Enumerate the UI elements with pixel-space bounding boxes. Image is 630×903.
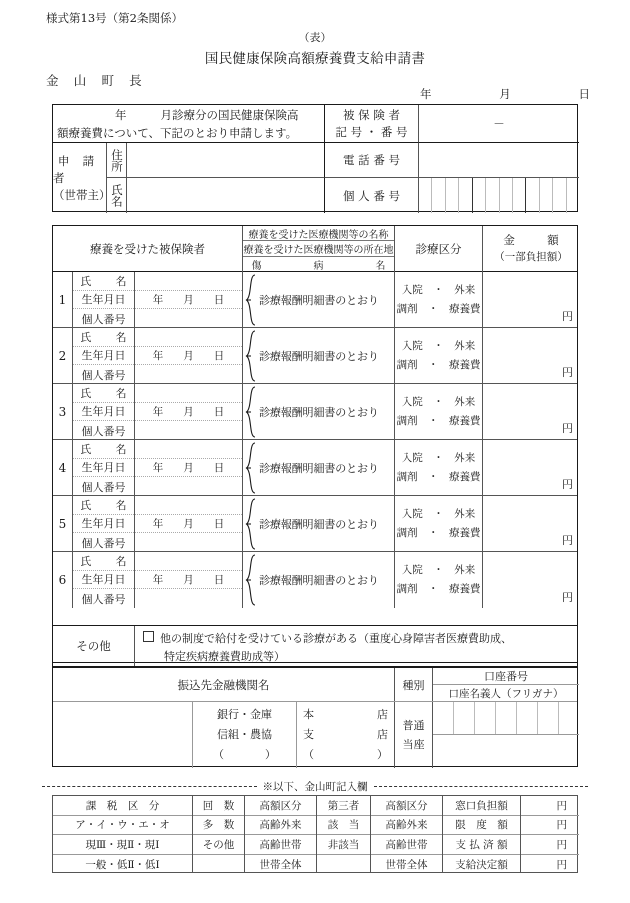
office-col-header: 課 税 区 分 bbox=[53, 796, 192, 816]
row-institution-cell bbox=[243, 272, 395, 327]
date-day-label: 日 bbox=[578, 87, 590, 101]
table-row bbox=[53, 552, 577, 608]
row-field-labels bbox=[73, 272, 135, 327]
brace-note: 診療報酬明細書のとおり bbox=[259, 574, 379, 587]
brace-note: 診療報酬明細書のとおり bbox=[259, 461, 379, 475]
label-name: 氏 名 bbox=[73, 496, 134, 515]
other-line2: 特定疾病療養費助成等） bbox=[164, 650, 285, 663]
mynumber-cell[interactable] bbox=[539, 178, 552, 213]
table-row bbox=[53, 496, 577, 552]
applicant-label-line2: （世帯主） bbox=[53, 187, 111, 202]
branch-honten-b: 店 bbox=[377, 708, 388, 721]
treatment-year-label: 年 bbox=[115, 108, 127, 122]
other-label: その他 bbox=[53, 626, 135, 666]
table-row bbox=[53, 384, 577, 440]
office-col-header: 高額区分 bbox=[245, 796, 316, 816]
category-line2: 調剤 ・ 療養費 bbox=[396, 583, 481, 595]
row-institution-cell bbox=[243, 328, 395, 383]
applicant-label-line1: 申 請 者 bbox=[53, 153, 99, 185]
name-label-text: 氏名 bbox=[110, 184, 124, 207]
category-line1: 入院 ・ 外来 bbox=[401, 339, 476, 352]
office-col-high-cost-category-1 bbox=[245, 796, 317, 872]
birth-year-label: 年 bbox=[152, 349, 164, 362]
bank-name-header: 振込先金融機関名 bbox=[53, 668, 395, 701]
label-mynumber: 個人番号 bbox=[81, 592, 126, 606]
col-header-insured: 療養を受けた被保険者 bbox=[53, 226, 243, 272]
category-line2: 調剤 ・ 療養費 bbox=[396, 470, 481, 483]
mynumber-cell[interactable] bbox=[526, 178, 538, 213]
address-input[interactable] bbox=[127, 143, 325, 178]
row-number: 2 bbox=[53, 328, 73, 383]
office-col-high-cost-category-2 bbox=[371, 796, 443, 872]
divider-dash-left bbox=[42, 786, 257, 787]
birth-month-label: 月 bbox=[183, 461, 194, 474]
row-treatment-category[interactable] bbox=[395, 496, 483, 551]
name-label bbox=[107, 178, 127, 213]
office-cell[interactable]: 現Ⅲ・現Ⅱ・現Ⅰ bbox=[53, 835, 192, 855]
row-amount-input[interactable] bbox=[483, 272, 579, 327]
input-mynumber[interactable] bbox=[135, 533, 242, 552]
row-amount-input[interactable] bbox=[483, 496, 579, 551]
bank-kind-line1: 銀行・金庫 bbox=[217, 708, 272, 721]
account-number-cell[interactable] bbox=[474, 702, 495, 734]
bank-kind-line3 bbox=[213, 745, 276, 765]
account-type-toza: 当座 bbox=[402, 738, 425, 751]
row-treatment-category[interactable] bbox=[395, 272, 483, 327]
branch-paren-close: ） bbox=[377, 748, 388, 761]
yen-label: 円 bbox=[562, 478, 573, 491]
mynumber-cell[interactable] bbox=[419, 178, 431, 213]
label-mynumber: 個人番号 bbox=[81, 536, 126, 550]
office-cell[interactable]: 世帯全体 bbox=[385, 858, 428, 871]
office-cell[interactable]: 円 bbox=[521, 816, 579, 836]
bank-name-input[interactable] bbox=[53, 702, 193, 768]
input-name[interactable] bbox=[135, 384, 242, 403]
birth-day-label: 日 bbox=[213, 405, 225, 418]
office-col-amount-labels bbox=[443, 796, 521, 872]
address-label-text: 住所 bbox=[110, 148, 124, 172]
account-number-cell[interactable] bbox=[433, 702, 453, 734]
row-treatment-category[interactable] bbox=[395, 552, 483, 608]
col-header-treatment-category: 診療区分 bbox=[395, 226, 483, 272]
mynumber-cell[interactable] bbox=[499, 178, 512, 213]
row-field-labels bbox=[73, 328, 135, 383]
brace-note: 診療報酬明細書のとおり bbox=[259, 517, 379, 531]
office-col-count bbox=[193, 796, 245, 872]
category-line1: 入院 ・ 外来 bbox=[401, 451, 476, 464]
label-name: 氏 名 bbox=[73, 440, 134, 459]
label-birthdate: 生年月日 bbox=[73, 291, 134, 310]
account-number-grid[interactable] bbox=[433, 702, 579, 735]
label-mynumber: 個人番号 bbox=[81, 312, 126, 326]
office-cell[interactable]: 円 bbox=[521, 835, 579, 855]
account-number-cell[interactable] bbox=[516, 702, 537, 734]
bank-header bbox=[53, 668, 577, 702]
insured-symbol-input[interactable]: － bbox=[419, 105, 579, 143]
account-holder-label: 口座名義人（フリガナ） bbox=[448, 688, 564, 700]
row-amount-input[interactable] bbox=[483, 384, 579, 439]
mynumber-cell[interactable] bbox=[431, 178, 444, 213]
branch-shiten-b: 店 bbox=[377, 728, 388, 741]
account-holder-input[interactable] bbox=[433, 735, 579, 768]
input-birthdate[interactable] bbox=[135, 403, 242, 422]
telephone-input[interactable] bbox=[419, 143, 579, 178]
other-section bbox=[52, 625, 578, 667]
row-number: 5 bbox=[53, 496, 73, 551]
other-body bbox=[135, 626, 577, 666]
office-col-header: 窓口負担額 bbox=[443, 796, 520, 816]
label-birthdate: 生年月日 bbox=[73, 515, 134, 534]
yen-label: 円 bbox=[562, 591, 573, 604]
row-institution-cell bbox=[243, 552, 395, 608]
row-treatment-category[interactable] bbox=[395, 384, 483, 439]
category-line2: 調剤 ・ 療養費 bbox=[396, 414, 481, 427]
mynumber-cell[interactable] bbox=[485, 178, 498, 213]
office-col-tax-category bbox=[53, 796, 193, 872]
col-header-disease: 傷 病 名 bbox=[251, 260, 391, 272]
office-col-amount-values bbox=[521, 796, 579, 872]
bank-branch-options[interactable] bbox=[297, 702, 395, 768]
row-field-labels bbox=[73, 552, 135, 608]
label-name: 氏 名 bbox=[73, 328, 134, 347]
account-number-cell[interactable] bbox=[537, 702, 558, 734]
row-number: 4 bbox=[53, 440, 73, 495]
brace-note: 診療報酬明細書のとおり bbox=[259, 293, 379, 307]
branch-line3 bbox=[303, 745, 388, 765]
input-name[interactable] bbox=[135, 328, 242, 347]
category-line1: 入院 ・ 外来 bbox=[401, 283, 476, 296]
office-cell[interactable]: 高齢外来 bbox=[245, 816, 316, 836]
birth-day-label: 日 bbox=[213, 293, 225, 306]
birth-month-label: 月 bbox=[183, 405, 194, 418]
input-name[interactable] bbox=[135, 496, 242, 515]
birth-day-label: 日 bbox=[213, 517, 225, 530]
mynumber-input-grid[interactable] bbox=[419, 178, 579, 213]
office-cell[interactable]: その他 bbox=[193, 835, 244, 855]
input-name[interactable] bbox=[135, 272, 242, 291]
divider-text: ※以下、金山町記入欄 bbox=[262, 780, 368, 793]
mynumber-group bbox=[525, 178, 579, 213]
label-mynumber: 個人番号 bbox=[81, 368, 126, 382]
label-name: 氏 名 bbox=[73, 384, 134, 403]
account-type-header: 種別 bbox=[395, 668, 433, 701]
account-number-label: 口座番号 bbox=[433, 668, 579, 685]
label-name: 氏 名 bbox=[73, 272, 134, 291]
brace-note: 診療報酬明細書のとおり bbox=[259, 349, 379, 363]
yen-label: 円 bbox=[562, 310, 573, 323]
form-number: 様式第13号（第2条関係） bbox=[46, 11, 183, 25]
office-cell[interactable]: 支 払 済 額 bbox=[443, 835, 520, 855]
account-header bbox=[433, 668, 579, 701]
row-inputs bbox=[135, 496, 243, 551]
row-field-labels bbox=[73, 496, 135, 551]
row-institution-cell bbox=[243, 384, 395, 439]
row-treatment-category[interactable] bbox=[395, 440, 483, 495]
office-col-third-party bbox=[317, 796, 371, 872]
row-inputs bbox=[135, 384, 243, 439]
insured-label-line2: 記 号 ・ 番 号 bbox=[335, 124, 408, 139]
page-title: 国民健康保険高額療養費支給申請書 bbox=[204, 51, 426, 67]
other-line1-row bbox=[143, 630, 577, 648]
office-cell[interactable]: 非該当 bbox=[317, 835, 370, 855]
account-number-cell[interactable] bbox=[558, 702, 579, 734]
row-number: 6 bbox=[53, 552, 73, 608]
office-col-header: 円 bbox=[521, 796, 579, 816]
row-field-labels bbox=[73, 440, 135, 495]
row-amount-input[interactable] bbox=[483, 328, 579, 383]
date-year-label: 年 bbox=[420, 87, 432, 101]
bank-kind-paren-close: ） bbox=[265, 748, 276, 761]
office-cell[interactable]: 支給決定額 bbox=[455, 858, 508, 871]
insured-label-line1: 被 保 険 者 bbox=[343, 107, 400, 122]
mynumber-cell[interactable] bbox=[445, 178, 458, 213]
bank-transfer-section bbox=[52, 667, 578, 767]
branch-line1 bbox=[303, 705, 388, 725]
category-line1: 入院 ・ 外来 bbox=[401, 395, 476, 408]
input-name[interactable] bbox=[135, 440, 242, 459]
row-field-labels bbox=[73, 384, 135, 439]
birth-year-label: 年 bbox=[152, 573, 164, 586]
account-number-cell[interactable] bbox=[453, 702, 474, 734]
col-header-institution-address: 療養を受けた医療機関等の所在地 bbox=[243, 241, 394, 256]
office-cell[interactable]: 円 bbox=[556, 858, 567, 871]
row-institution-cell bbox=[243, 440, 395, 495]
office-cell[interactable]: 高齢外来 bbox=[371, 816, 442, 836]
category-line2: 調剤 ・ 療養費 bbox=[396, 302, 481, 315]
mynumber-label: 個 人 番 号 bbox=[325, 178, 419, 213]
label-name: 氏 名 bbox=[73, 552, 134, 571]
category-line1: 入院 ・ 外来 bbox=[401, 564, 476, 576]
mynumber-cell[interactable] bbox=[566, 178, 579, 213]
birth-year-label: 年 bbox=[152, 461, 164, 474]
insured-symbol-label bbox=[325, 105, 419, 143]
form-side-label: （表） bbox=[298, 31, 332, 44]
office-use-table bbox=[52, 795, 578, 873]
input-mynumber[interactable] bbox=[135, 309, 242, 328]
table-row bbox=[53, 440, 577, 496]
mynumber-cell[interactable] bbox=[473, 178, 485, 213]
bank-kind-paren-open: （ bbox=[213, 748, 224, 761]
office-col-header: 第三者 bbox=[317, 796, 370, 816]
label-birthdate: 生年月日 bbox=[73, 571, 134, 590]
date-month-label: 月 bbox=[499, 87, 511, 101]
office-col-header: 回 数 bbox=[193, 796, 244, 816]
mynumber-cell[interactable] bbox=[458, 178, 471, 213]
table-row bbox=[53, 272, 577, 328]
birth-year-label: 年 bbox=[152, 293, 164, 306]
input-mynumber[interactable] bbox=[135, 589, 242, 608]
account-type-futsu: 普通 bbox=[402, 719, 425, 732]
branch-paren-open: （ bbox=[303, 748, 314, 761]
col-header-amount-line2: （一部負担額） bbox=[494, 251, 568, 263]
mynumber-group bbox=[472, 178, 526, 213]
label-mynumber: 個人番号 bbox=[81, 424, 126, 438]
row-number: 1 bbox=[53, 272, 73, 327]
office-cell[interactable]: 多 数 bbox=[193, 816, 244, 836]
branch-line2 bbox=[303, 725, 388, 745]
bank-body bbox=[53, 702, 577, 768]
row-inputs bbox=[135, 272, 243, 327]
birth-month-label: 月 bbox=[183, 293, 194, 306]
treatment-month-text: 月診療分の国民健康保険高 bbox=[160, 108, 299, 122]
birth-day-label: 日 bbox=[213, 573, 225, 586]
yen-label: 円 bbox=[562, 534, 573, 547]
input-birthdate[interactable] bbox=[135, 291, 242, 310]
account-number-cell[interactable] bbox=[495, 702, 516, 734]
input-mynumber[interactable] bbox=[135, 365, 242, 384]
col-header-institution bbox=[243, 226, 395, 272]
applicant-block bbox=[52, 104, 578, 212]
row-treatment-category[interactable] bbox=[395, 328, 483, 383]
submission-date-line bbox=[420, 86, 590, 102]
treatment-month-statement bbox=[53, 105, 325, 143]
row-inputs bbox=[135, 440, 243, 495]
category-line2: 調剤 ・ 療養費 bbox=[396, 358, 481, 371]
branch-honten-a: 本 bbox=[303, 708, 314, 721]
input-name[interactable] bbox=[135, 552, 242, 571]
row-amount-input[interactable] bbox=[483, 440, 579, 495]
yen-label: 円 bbox=[562, 422, 573, 435]
office-cell[interactable] bbox=[193, 855, 244, 875]
col-header-institution-name: 療養を受けた医療機関等の名称 bbox=[243, 226, 394, 241]
mynumber-cell[interactable] bbox=[552, 178, 565, 213]
treatment-table bbox=[52, 225, 578, 663]
row-number: 3 bbox=[53, 384, 73, 439]
input-mynumber[interactable] bbox=[135, 421, 242, 440]
brace-note: 診療報酬明細書のとおり bbox=[259, 405, 379, 419]
applicant-name-input[interactable] bbox=[127, 178, 325, 213]
birth-month-label: 月 bbox=[183, 517, 194, 530]
category-line2: 調剤 ・ 療養費 bbox=[396, 526, 481, 539]
office-cell[interactable]: ア・イ・ウ・エ・オ bbox=[53, 816, 192, 836]
mynumber-group bbox=[419, 178, 472, 213]
table-row bbox=[53, 328, 577, 384]
yen-label: 円 bbox=[562, 366, 573, 379]
applicant-label bbox=[53, 143, 111, 213]
birth-month-label: 月 bbox=[183, 573, 194, 586]
birth-year-label: 年 bbox=[152, 517, 164, 530]
label-birthdate: 生年月日 bbox=[73, 403, 134, 422]
office-col-header: 高額区分 bbox=[371, 796, 442, 816]
office-cell[interactable]: 高齢世帯 bbox=[245, 835, 316, 855]
label-mynumber: 個人番号 bbox=[81, 480, 126, 494]
address-label bbox=[107, 143, 127, 178]
birth-year-label: 年 bbox=[152, 405, 164, 418]
office-cell[interactable]: 高齢世帯 bbox=[371, 835, 442, 855]
addressee: 金 山 町 長 bbox=[46, 73, 148, 88]
row-institution-cell bbox=[243, 496, 395, 551]
bank-kind-options[interactable] bbox=[193, 702, 297, 768]
birth-day-label: 日 bbox=[213, 461, 225, 474]
mynumber-cell[interactable] bbox=[512, 178, 525, 213]
office-use-divider bbox=[42, 778, 588, 794]
office-cell[interactable]: 一般・低Ⅱ・低Ⅰ bbox=[85, 858, 160, 871]
input-birthdate[interactable] bbox=[135, 571, 242, 590]
office-cell[interactable] bbox=[317, 855, 370, 875]
treatment-table-header bbox=[53, 226, 577, 272]
row-inputs bbox=[135, 328, 243, 383]
birth-month-label: 月 bbox=[183, 349, 194, 362]
office-cell[interactable]: 該 当 bbox=[317, 816, 370, 836]
office-cell[interactable]: 限 度 額 bbox=[443, 816, 520, 836]
telephone-label: 電 話 番 号 bbox=[325, 143, 419, 178]
input-birthdate[interactable] bbox=[135, 515, 242, 534]
account-type-options[interactable] bbox=[395, 702, 433, 768]
bank-kind-line2: 信組・農協 bbox=[217, 728, 272, 741]
statement-line2: 額療養費について、下記のとおり申請します。 bbox=[57, 126, 298, 140]
branch-shiten-a: 支 bbox=[303, 728, 314, 741]
category-line1: 入院 ・ 外来 bbox=[401, 507, 476, 520]
label-birthdate: 生年月日 bbox=[73, 347, 134, 366]
other-checkbox[interactable] bbox=[143, 631, 154, 642]
input-birthdate[interactable] bbox=[135, 459, 242, 478]
col-header-amount-line1: 金 額 bbox=[503, 233, 569, 247]
birth-day-label: 日 bbox=[213, 349, 225, 362]
other-line1: 他の制度で給付を受けている診療がある（重度心身障害者医療費助成、 bbox=[160, 632, 512, 645]
divider-dash-right bbox=[374, 786, 589, 787]
account-fields bbox=[433, 702, 579, 768]
row-amount-input[interactable] bbox=[483, 552, 579, 608]
input-mynumber[interactable] bbox=[135, 477, 242, 496]
col-header-amount bbox=[483, 226, 579, 272]
label-birthdate: 生年月日 bbox=[73, 459, 134, 478]
row-inputs bbox=[135, 552, 243, 608]
office-cell[interactable]: 世帯全体 bbox=[259, 858, 302, 871]
input-birthdate[interactable] bbox=[135, 347, 242, 366]
